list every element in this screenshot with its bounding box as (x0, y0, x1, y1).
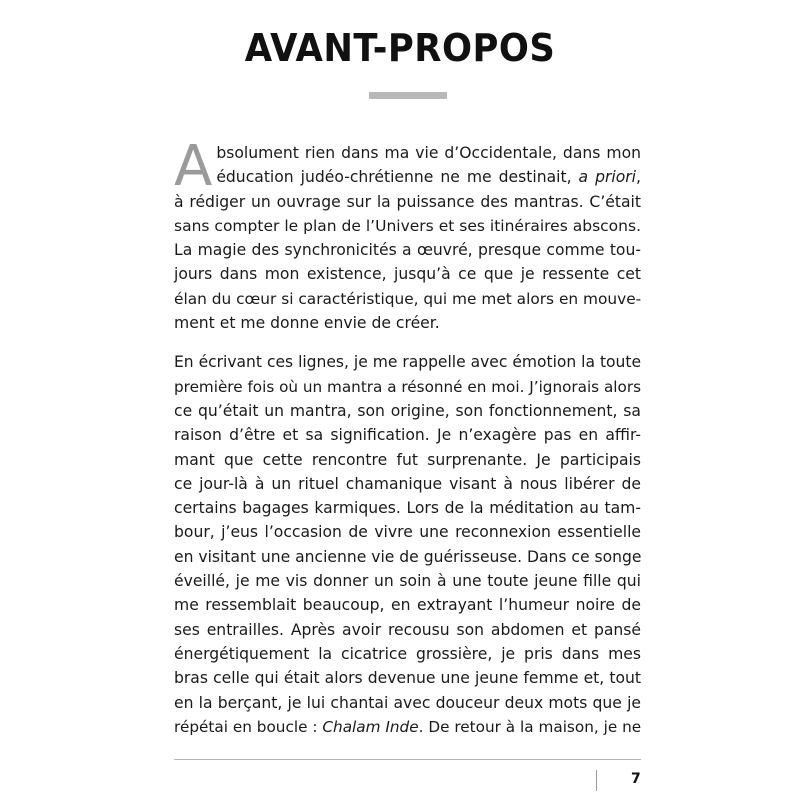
emphasis: Chalam Inde (322, 717, 419, 736)
text-line: en la berçant, je lui chantai avec douceur deux mots que je (174, 693, 641, 712)
page-title: AVANT-PROPOS (244, 26, 556, 70)
text-segment: . De retour à la maison, je ne (418, 717, 642, 736)
text-line: première fois où un mantra a résonné en moi. J’ignorais alors (174, 377, 641, 396)
page-number: 7 (631, 771, 641, 787)
text-line: jours dans mon existence, jusqu’à ce que je ressente cet (174, 265, 641, 284)
paragraph-2 (174, 350, 641, 739)
text-line: En écrivant ces lignes, je me rappelle avec émotion la toute (174, 353, 641, 372)
title-underline (369, 92, 447, 99)
text-line: sans compter le plan de l’Univers et ses itinéraires abscons. (174, 216, 641, 235)
text-line: en visitant une ancienne vie de guérisseuse. Dans ce songe (174, 547, 642, 566)
footer-divider (596, 770, 597, 791)
text-segment: , (636, 168, 641, 187)
text-line: ment et me donne envie de créer. (174, 314, 440, 333)
text-line: élan du cœur si caractéristique, qui me met alors en mouve- (174, 289, 642, 308)
text-line: raison d’être et sa signification. Je n’exagère pas en affir- (174, 426, 641, 445)
drop-cap: A (174, 134, 213, 199)
text-line: mant que cette rencontre fut surprenante. Je participais (174, 450, 641, 469)
text-line: certains bagages karmiques. Lors de la méditation au tam- (174, 499, 641, 518)
text-line: La magie des synchronicités a œuvré, presque comme tou- (174, 241, 641, 260)
text-line: ce qu’était un mantra, son origine, son fonctionnement, sa (174, 401, 641, 420)
text-line: ses entrailles. Après avoir recousu son abdomen et pansé (174, 620, 641, 639)
paragraph-1 (174, 134, 642, 335)
text-line (174, 165, 641, 189)
text-line: me ressemblait beaucoup, en extrayant l’humeur noire de (174, 596, 641, 615)
footer-rule (174, 759, 641, 760)
body-text (174, 134, 642, 739)
emphasis: a priori (578, 168, 637, 187)
text-line: énergétiquement la cicatrice grossière, je pris dans mes (174, 644, 641, 663)
text-line: bsolument rien dans ma vie d’Occidentale, dans mon (216, 144, 641, 162)
text-line: bour, j’eus l’occasion de vivre une reconnexion essentielle (174, 523, 641, 542)
text-line: à rédiger un ouvrage sur la puissance des mantras. C’était (174, 192, 641, 211)
text-line (174, 715, 641, 739)
text-line: bras celle qui était alors devenue une jeune femme et, tout (174, 669, 641, 688)
text-segment: éducation judéo-chrétienne ne me destinait, (216, 168, 579, 187)
text-line: ce jour-là à un rituel chamanique visant à nous libérer de (174, 474, 641, 493)
text-line: éveillé, je me vis donner un soin à une toute jeune fille qui (174, 572, 641, 591)
text-segment: répétai en boucle : (174, 717, 323, 736)
